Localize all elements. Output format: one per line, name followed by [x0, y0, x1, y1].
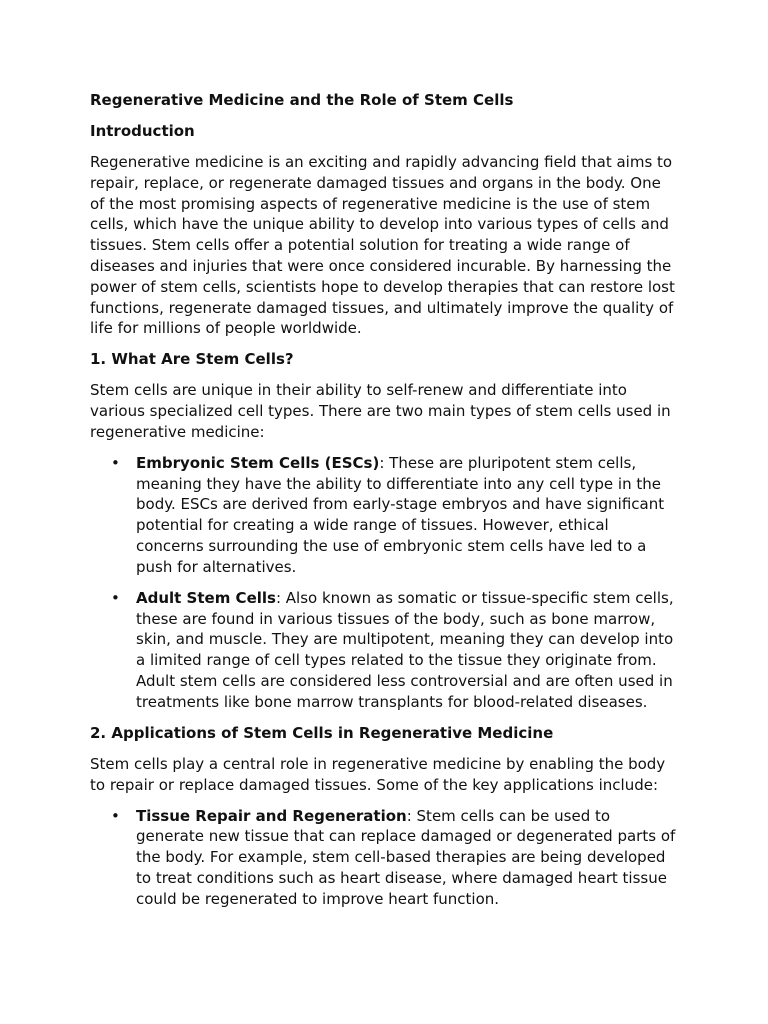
text-line: skin, and muscle. They are multipotent, meaning they can develop into — [136, 630, 674, 649]
text-line: to treat conditions such as heart disease, where damaged heart tissue — [136, 868, 667, 887]
intro-heading: Introduction — [90, 121, 195, 140]
text-line: Adult stem cells are considered less controversial and are often used in — [136, 672, 673, 691]
text-line: life for millions of people worldwide. — [90, 319, 362, 338]
text-line: Stem cells play a central role in regenerative medicine by enabling the body — [90, 754, 666, 773]
text-line: to repair or replace damaged tissues. Some of the key applications include: — [90, 775, 659, 794]
text-line: meaning they have the ability to differentiate into any cell type in the — [136, 474, 661, 493]
text-line: the body. For example, stem cell-based therapies are being developed — [136, 848, 666, 867]
text-line: generate new tissue that can replace damaged or degenerated parts of — [136, 827, 676, 846]
section-1-heading: 1. What Are Stem Cells? — [90, 350, 294, 369]
bullet-term: Embryonic Stem Cells (ESCs) — [136, 453, 380, 472]
text-line: tissues. Stem cells offer a potential solution for treating a wide range of — [90, 236, 630, 255]
text-line: various specialized cell types. There are two main types of stem cells used in — [90, 402, 671, 421]
bullet-icon: • — [111, 453, 120, 472]
document-page — [90, 90, 690, 920]
text-line: these are found in various tissues of the body, such as bone marrow, — [136, 609, 656, 628]
bullet-text: : Stem cells can be used to — [406, 806, 611, 825]
text-line: potential for creating a wide range of tissues. However, ethical — [136, 516, 609, 535]
text-line: repair, replace, or regenerate damaged tissues and organs in the body. One — [90, 173, 661, 192]
bullet-text: : Also known as somatic or tissue-specific stem cells, — [275, 588, 674, 607]
section-2-heading: 2. Applications of Stem Cells in Regenerative Medicine — [90, 723, 554, 742]
bullet-term: Tissue Repair and Regeneration — [136, 806, 407, 825]
text-line: regenerative medicine: — [90, 422, 265, 441]
section-1-list — [90, 453, 690, 713]
text-line: of the most promising aspects of regenerative medicine is the use of stem — [90, 194, 651, 213]
text-line — [136, 453, 690, 474]
text-line: functions, regenerate damaged tissues, and ultimately improve the quality of — [90, 298, 674, 317]
text-line: Stem cells are unique in their ability to self-renew and differentiate into — [90, 381, 627, 400]
intro-paragraph — [90, 152, 690, 339]
text-line — [136, 588, 690, 609]
list-item — [90, 806, 690, 910]
text-line: concerns surrounding the use of embryonic stem cells have led to a — [136, 537, 647, 556]
section-2-list — [90, 806, 690, 910]
bullet-text: : These are pluripotent stem cells, — [379, 453, 637, 472]
text-line: treatments like bone marrow transplants for blood-related diseases. — [136, 692, 648, 711]
text-line — [136, 806, 690, 827]
document-title: Regenerative Medicine and the Role of Stem Cells — [90, 91, 514, 109]
text-line: diseases and injuries that were once considered incurable. By harnessing the — [90, 256, 672, 275]
list-item — [90, 453, 690, 578]
text-line: a limited range of cell types related to the tissue they originate from. — [136, 651, 657, 670]
text-line: push for alternatives. — [136, 557, 297, 576]
text-line: cells, which have the unique ability to develop into various types of cells and — [90, 215, 669, 234]
text-line: could be regenerated to improve heart function. — [136, 889, 500, 908]
bullet-icon: • — [111, 806, 120, 825]
section-1-paragraph — [90, 380, 690, 442]
section-2-paragraph — [90, 754, 690, 796]
text-line: Regenerative medicine is an exciting and rapidly advancing field that aims to — [90, 152, 673, 171]
text-line: body. ESCs are derived from early-stage embryos and have significant — [136, 495, 665, 514]
text-line: power of stem cells, scientists hope to develop therapies that can restore lost — [90, 277, 675, 296]
list-item — [90, 588, 690, 713]
bullet-term: Adult Stem Cells — [136, 588, 276, 607]
bullet-icon: • — [111, 588, 120, 607]
